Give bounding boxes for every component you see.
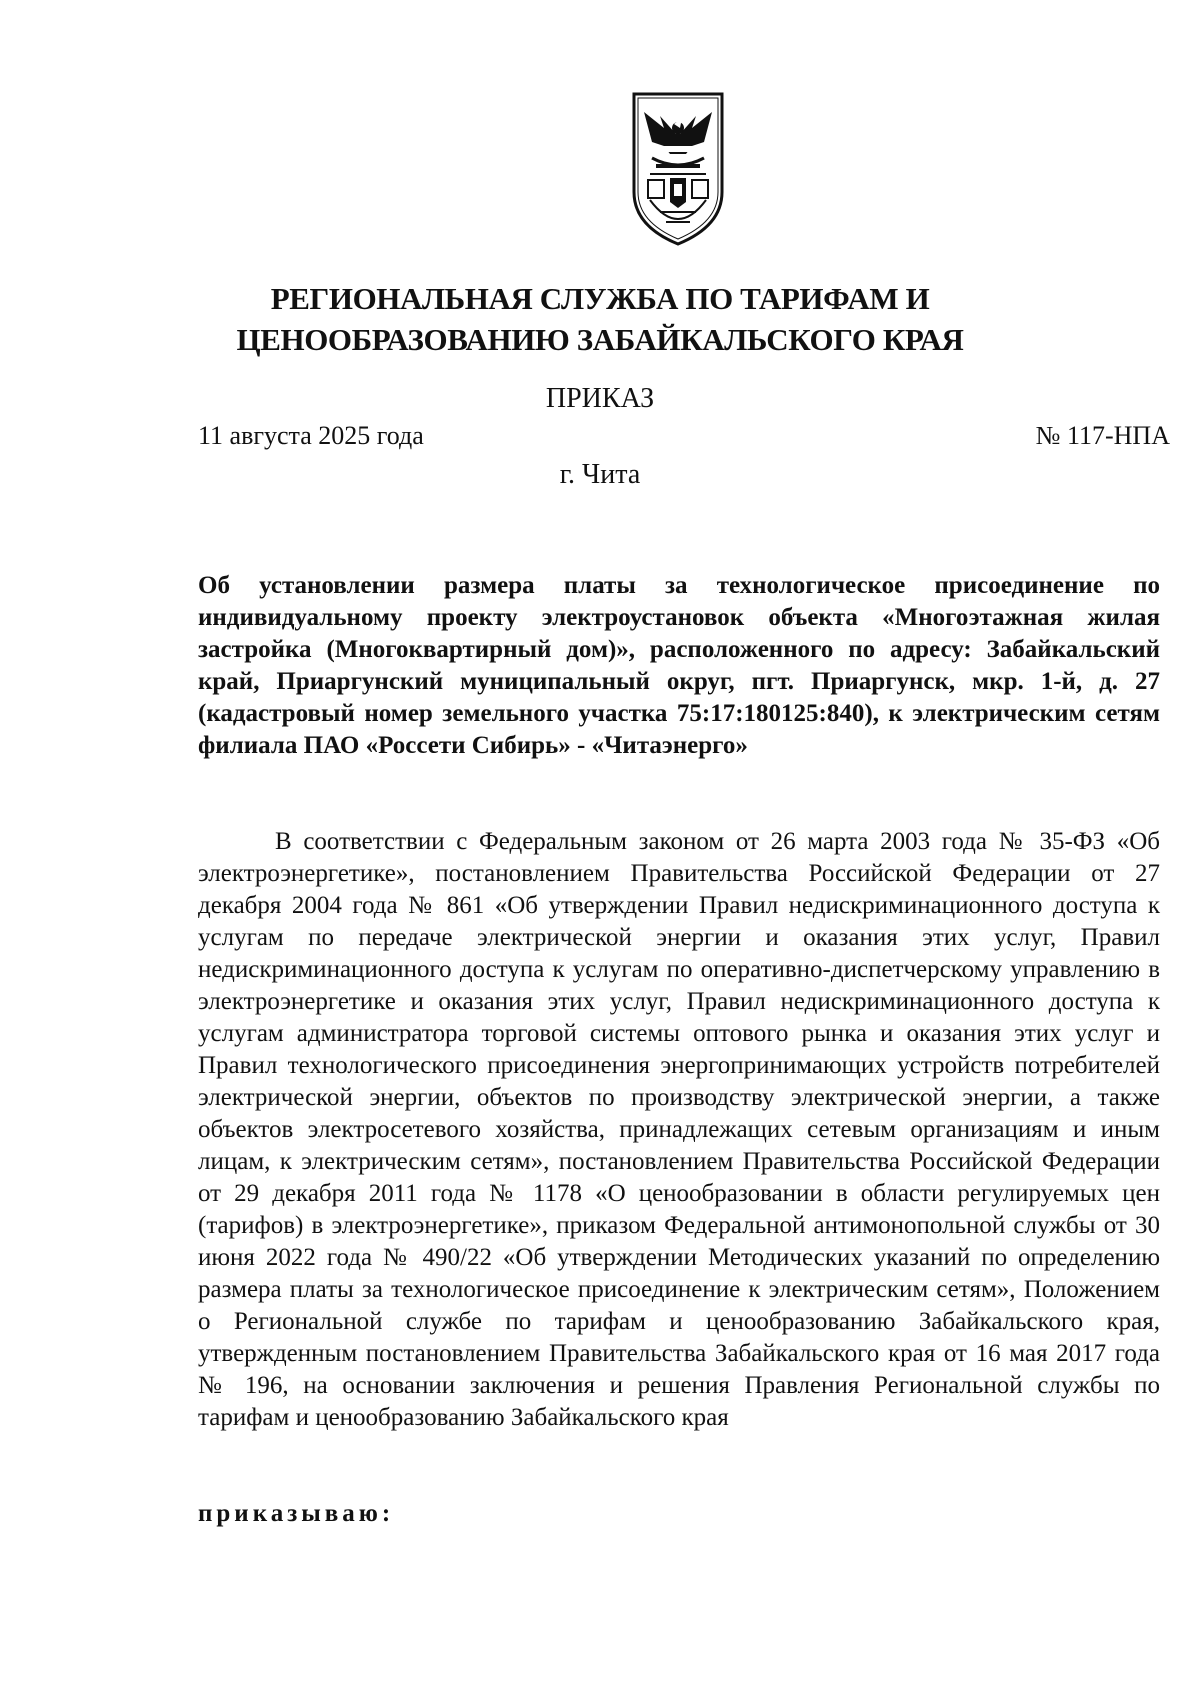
document-subject: Об установлении размера платы за технологическое присоединение по индивидуальному проекту электроустановок объекта «Многоэтажная жилая застройка (Многоквартирный дом)», расположенного по адресу: Забайкальский край, Приаргунский муниципальный округ, пгт. Приаргунск, мкр. 1-й, д. 27 (кадастровый номер земельного участка 75:17:180125:840), к электрическим сетям филиала ПАО «Россети Сибирь» - «Читаэнерго»	[198, 572, 1160, 759]
agency-name-line2: ЦЕНООБРАЗОВАНИЮ ЗАБАЙКАЛЬСКОГО КРАЯ	[236, 322, 964, 357]
document-body-paragraph: В соответствии с Федеральным законом от 26 марта 2003 года № 35-ФЗ «Об электроэнергетике», постановлением Правительства Российской Федерации от 27 декабря 2004 года № 861 «Об утверждении Правил недискриминационного доступа к услугам по передаче электрической энергии и оказания этих услуг, Правил недискриминационного доступа к услугам по оперативно-диспетчерскому управлению в электроэнергетике и оказания этих услуг, Правил недискриминационного доступа к услугам администратора торговой системы оптового рынка и оказания этих услуг и Правил технологического присоединения энергопринимающих устройств потребителей электрической энергии, объектов по производству электрической энергии, а также объектов электросетевого хозяйства, принадлежащих сетевым организациям и иным лицам, к электрическим сетям», постановлением Правительства Российской Федерации от 29 декабря 2011 года № 1178 «О ценообразовании в области регулируемых цен (тарифов) в электроэнергетике», приказом Федеральной антимонопольной службы от 30 июня 2022 года № 490/22 «Об утверждении Методических указаний по определению размера платы за технологическое присоединение к электрическим сетям», Положением о Региональной службе по тарифам и ценообразованию Забайкальского края, утвержденным постановлением Правительства Забайкальского края от 16 мая 2017 года № 196, на основании заключения и решения Правления Региональной службы по тарифам и ценообразованию Забайкальского края	[198, 828, 1160, 1431]
agency-name-line1: РЕГИОНАЛЬНАЯ СЛУЖБА ПО ТАРИФАМ И	[270, 281, 930, 316]
coat-of-arms-icon	[630, 88, 726, 248]
agency-name	[200, 278, 1000, 360]
document-city: г. Чита	[559, 459, 641, 490]
document-date: 11 августа 2025 года	[198, 421, 424, 450]
document-type: ПРИКАЗ	[545, 383, 655, 414]
document-number: № 117-НПА	[1035, 421, 1170, 450]
order-word: приказываю:	[198, 1500, 395, 1527]
